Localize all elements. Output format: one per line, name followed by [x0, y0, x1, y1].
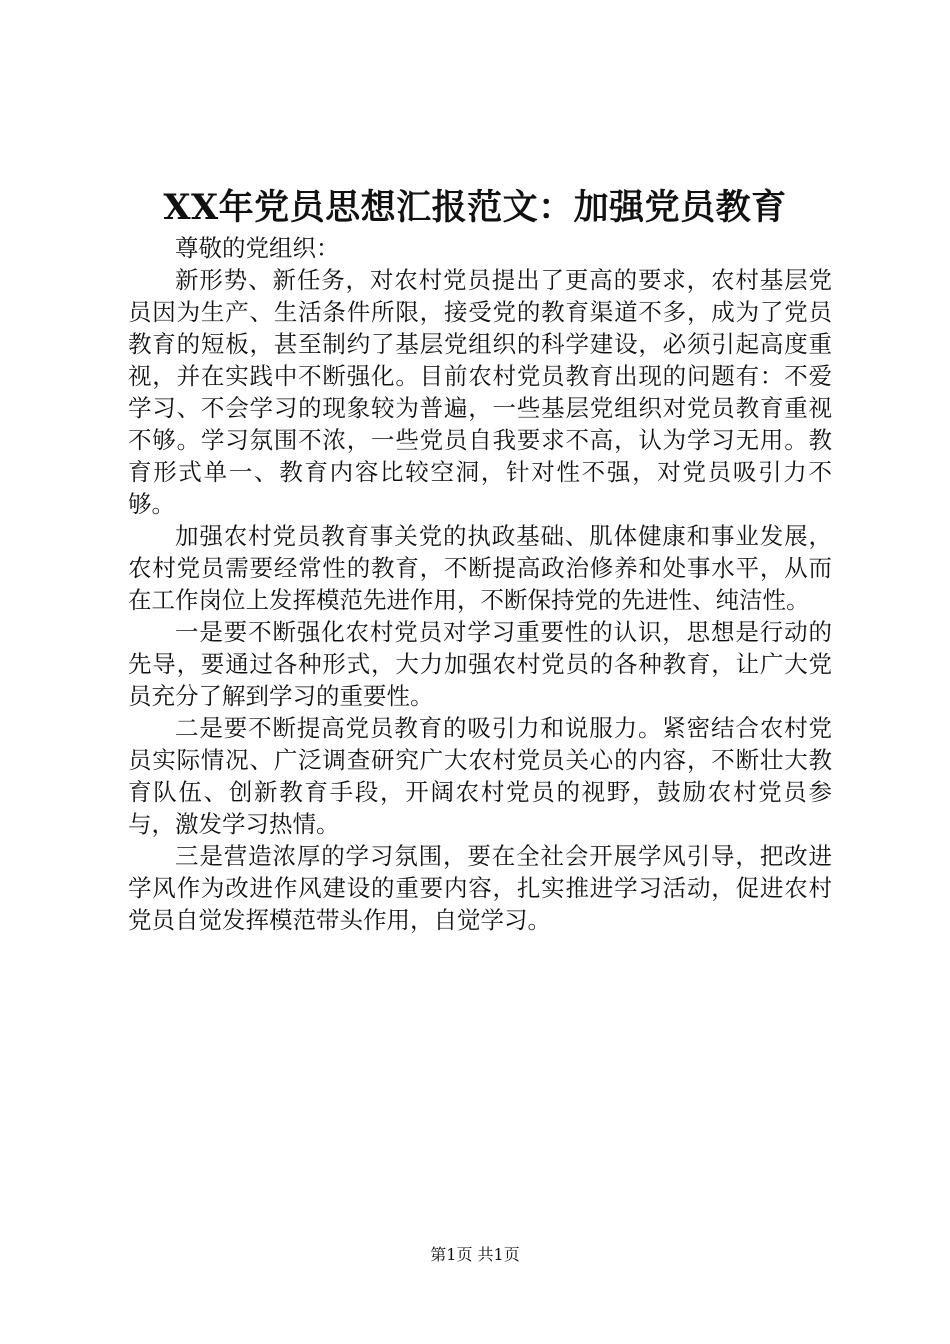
paragraph-4: 二是要不断提高党员教育的吸引力和说服力。紧密结合农村党员实际情况、广泛调查研究广大农村党员关心的内容，不断壮大教育队伍、创新教育手段，开阔农村党员的视野，鼓励农村党员参与，激发学习热情。 — [128, 714, 832, 838]
paragraph-2: 加强农村党员教育事关党的执政基础、肌体健康和事业发展，农村党员需要经常性的教育，不断提高政治修养和处事水平，从而在工作岗位上发挥模范先进作用，不断保持党的先进性、纯洁性。 — [128, 522, 832, 614]
salutation: 尊敬的党组织： — [175, 234, 340, 262]
page-footer: 第1页 共1页 — [430, 1245, 520, 1264]
paragraph-3: 一是要不断强化农村党员对学习重要性的认识，思想是行动的先导，要通过各种形式，大力加强农村党员的各种教育，让广大党员充分了解到学习的重要性。 — [128, 618, 832, 710]
paragraph-1: 新形势、新任务，对农村党员提出了更高的要求，农村基层党员因为生产、生活条件所限，接受党的教育渠道不多，成为了党员教育的短板，甚至制约了基层党组织的科学建设，必须引起高度重视，并在实践中不断强化。目前农村党员教育出现的问题有：不爱学习、不会学习的现象较为普遍，一些基层党组织对党员教育重视不够。学习氛围不浓，一些党员自我要求不高，认为学习无用。教育形式单一、教育内容比较空洞，针对性不强，对党员吸引力不够。 — [128, 266, 832, 518]
paragraph-5: 三是营造浓厚的学习氛围，要在全社会开展学风引导，把改进学风作为改进作风建设的重要内容，扎实推进学习活动，促进农村党员自觉发挥模范带头作用，自觉学习。 — [128, 842, 832, 934]
document-title: XX年党员思想汇报范文：加强党员教育 — [163, 187, 787, 228]
document-body — [128, 232, 832, 936]
